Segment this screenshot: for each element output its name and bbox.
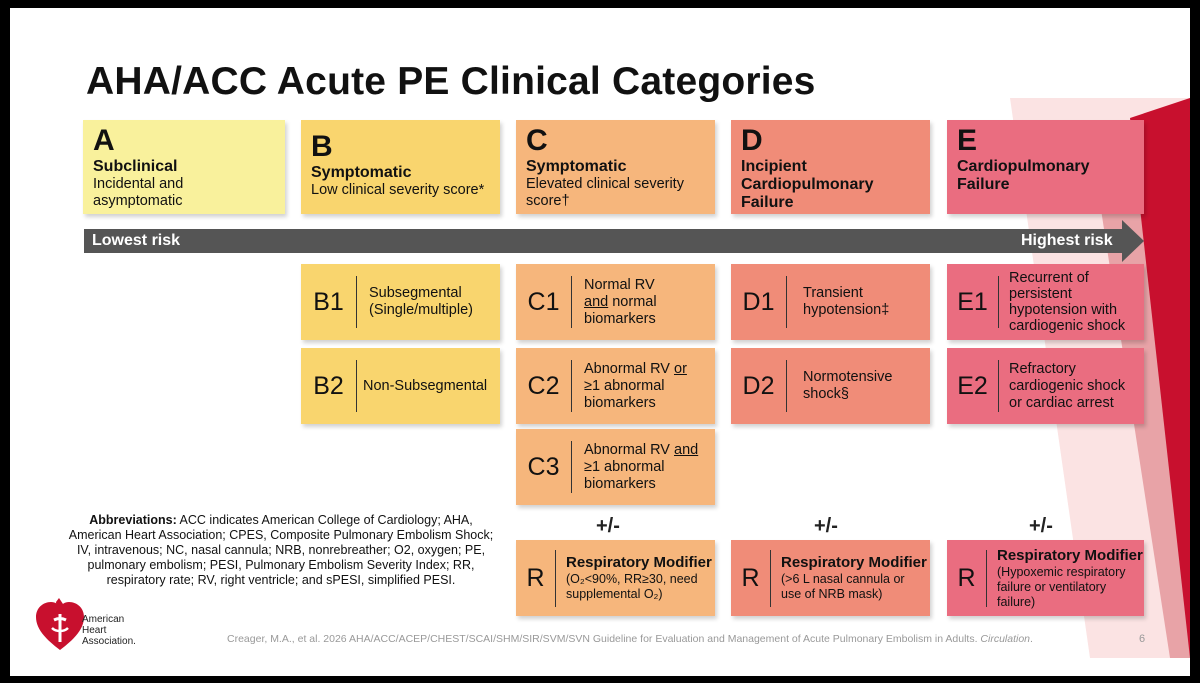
category-heading: Failure [957, 176, 1010, 193]
risk-arrow-bar [84, 229, 1124, 253]
desc-line: Recurrent of [1009, 270, 1089, 286]
plus-minus-d: +/- [814, 515, 838, 537]
respiratory-modifier-e [947, 540, 1144, 616]
desc-line: biomarkers [584, 394, 656, 411]
desc-word: Abnormal RV [584, 441, 674, 458]
subcategory-description [357, 378, 487, 395]
modifier-line: (O₂<90%, RR≥30, need [566, 572, 698, 586]
category-a [83, 120, 285, 214]
desc-line: biomarkers [584, 310, 656, 327]
underlined-word: and [674, 441, 699, 458]
subcategory-code: D2 [731, 360, 787, 412]
subcategory-e1 [947, 264, 1144, 340]
desc-line: persistent [1009, 286, 1072, 302]
modifier-line: failure or ventilatory [997, 579, 1107, 594]
desc-line: shock§ [803, 386, 849, 402]
desc-line: hypotension‡ [803, 302, 890, 318]
lowest-risk-label: Lowest risk [92, 232, 181, 249]
category-heading: Subclinical [93, 158, 178, 175]
desc-line: ≥1 abnormal [584, 458, 665, 475]
subcategory-description [787, 369, 892, 403]
abbreviations-label: Abbreviations: [89, 513, 177, 527]
plus-minus-c: +/- [596, 515, 620, 537]
desc-line: Transient [803, 285, 863, 301]
page-number: 6 [1139, 633, 1146, 645]
category-description: score† [526, 193, 570, 209]
subcategory-e2 [947, 348, 1144, 424]
subcategory-c2 [516, 348, 715, 424]
category-letter: C [526, 124, 548, 157]
subcategory-description [572, 277, 657, 328]
citation-text: Creager, M.A., et al. 2026 AHA/ACC/ACEP/CHEST/SCAI/SHM/SIR/SVM/SVN Guideline for Evaluation and Management of Acute Pulmonary Embolism in Adults. [227, 633, 981, 645]
subcategory-d2 [731, 348, 930, 424]
logo-line: American [82, 614, 125, 625]
logo-line: Association. [82, 636, 136, 647]
desc-line: (Single/multiple) [369, 302, 473, 318]
desc-line: ≥1 abnormal [584, 377, 665, 394]
modifier-description [987, 547, 1143, 610]
modifier-code: R [516, 550, 556, 607]
subcategory-c1 [516, 264, 715, 340]
subcategory-d1 [731, 264, 930, 340]
subcategory-b1 [301, 264, 500, 340]
slide-title: AHA/ACC Acute PE Clinical Categories [86, 60, 816, 103]
modifier-line: supplemental O₂) [566, 587, 663, 601]
subcategory-description [572, 442, 698, 493]
desc-line: Subsegmental [369, 285, 462, 301]
subcategory-description [357, 285, 473, 319]
modifier-line: (>6 L nasal cannula or [781, 572, 905, 586]
modifier-line: failure) [997, 594, 1036, 609]
highest-risk-label: Highest risk [1021, 232, 1113, 249]
desc-line: Normal RV [584, 276, 655, 293]
desc-line: biomarkers [584, 475, 656, 492]
desc-word: Abnormal RV [584, 360, 674, 377]
desc-line: cardiogenic shock [1009, 318, 1126, 334]
desc-line: Normotensive [803, 369, 893, 385]
category-description: Elevated clinical severity [526, 176, 684, 192]
subcategory-code: B1 [301, 276, 357, 328]
modifier-title: Respiratory Modifier [566, 554, 712, 571]
category-heading: Failure [741, 194, 794, 211]
respiratory-modifier-d [731, 540, 930, 616]
subcategory-code: B2 [301, 360, 357, 412]
risk-arrow-head [1122, 220, 1144, 262]
slide [10, 8, 1190, 676]
citation-footer [227, 633, 1033, 645]
category-description: Low clinical severity score* [311, 182, 485, 198]
abbreviations-note [66, 513, 496, 588]
citation-end: . [1030, 633, 1033, 645]
category-heading: Cardiopulmonary [957, 158, 1090, 175]
subcategory-code: E2 [947, 360, 999, 412]
modifier-description [556, 554, 712, 602]
aha-logo-text [82, 614, 136, 647]
category-c [516, 120, 715, 214]
plus-minus-e: +/- [1029, 515, 1053, 537]
modifier-code: R [947, 550, 987, 607]
subcategory-c3 [516, 429, 715, 505]
desc-line: hypotension with [1009, 302, 1118, 318]
subcategory-description [999, 270, 1125, 334]
subcategory-description [999, 361, 1125, 412]
abbreviations-text: ACC indicates American College of Cardiology; AHA, American Heart Association; CPES, Composite Pulmonary Embolism Shock; IV, intravenous; NC, nasal cannula; NRB, nonrebreather; O2, oxygen; PE, pulmonary embolism; PESI, Pulmonary Embolism Severity Index; RR, respiratory rate; RV, right ventricle; and sPESI, simplified PESI. [68, 513, 494, 587]
desc-line [584, 294, 657, 311]
desc-line: or cardiac arrest [1009, 394, 1114, 411]
modifier-title: Respiratory Modifier [997, 546, 1143, 564]
modifier-line: (Hypoxemic respiratory [997, 564, 1126, 579]
subcategory-code: C3 [516, 441, 572, 493]
category-letter: E [957, 124, 978, 157]
subcategory-code: E1 [947, 276, 999, 328]
respiratory-modifier-c [516, 540, 715, 616]
modifier-line: use of NRB mask) [781, 587, 883, 601]
category-e [947, 120, 1144, 214]
category-heading: Symptomatic [526, 158, 627, 175]
desc-line [584, 442, 698, 459]
category-description: Incidental and [93, 176, 184, 192]
subcategory-code: C1 [516, 276, 572, 328]
modifier-code: R [731, 550, 771, 607]
modifier-title: Respiratory Modifier [781, 554, 927, 571]
category-heading: Cardiopulmonary [741, 176, 874, 193]
logo-line: Heart [82, 625, 107, 636]
subcategory-description [572, 361, 687, 412]
subcategory-code: C2 [516, 360, 572, 412]
category-heading: Incipient [741, 158, 807, 175]
desc-line: Non-Subsegmental [363, 377, 488, 394]
underlined-word: and [584, 293, 609, 310]
category-description: asymptomatic [93, 193, 183, 209]
underlined-word: or [674, 360, 687, 377]
modifier-description [771, 554, 927, 602]
category-letter: A [93, 124, 115, 157]
desc-line [584, 361, 687, 378]
journal-name: Circulation [980, 633, 1031, 645]
category-b [301, 120, 500, 214]
subcategory-b2 [301, 348, 500, 424]
category-letter: D [741, 124, 763, 157]
category-letter: B [311, 130, 333, 163]
category-heading: Symptomatic [311, 164, 412, 181]
subcategory-description [787, 285, 889, 319]
category-d [731, 120, 930, 214]
subcategory-code: D1 [731, 276, 787, 328]
desc-line: cardiogenic shock [1009, 377, 1126, 394]
desc-word: normal [608, 293, 657, 310]
desc-line: Refractory [1009, 360, 1076, 377]
